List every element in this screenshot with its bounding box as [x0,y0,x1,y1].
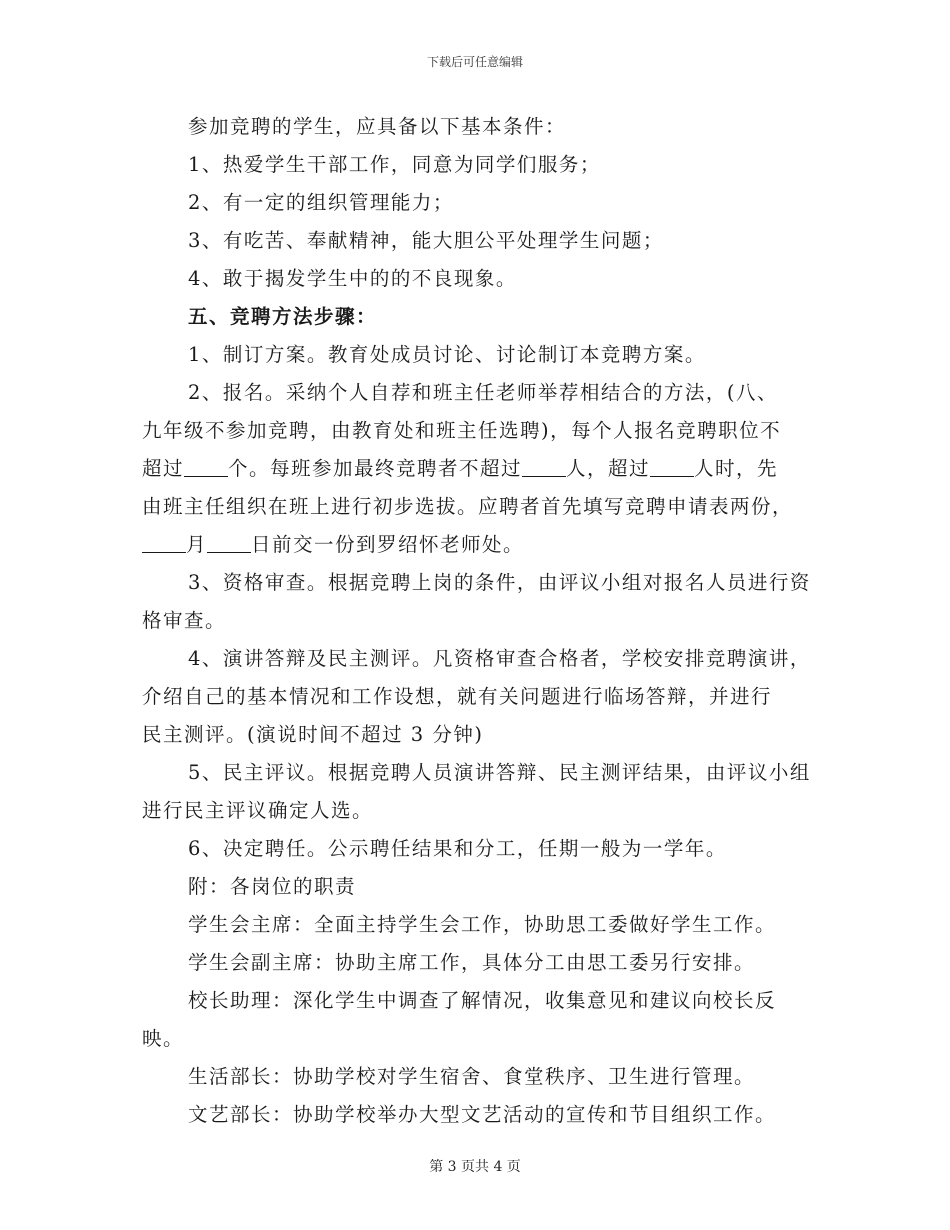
paragraph-condition-4: 4、敢于揭发学生中的的不良现象。 [188,267,517,290]
document-body [142,108,812,1134]
step-2-line-4: 由班主任组织在班上进行初步选拔。应聘者首先填写竞聘申请表两份， [142,495,794,518]
paragraph-step-2 [142,374,812,564]
text-fragment: 人，超过 [566,457,651,480]
paragraph-duty-life-minister: 生活部长：协助学校对学生宿舍、食堂秩序、卫生进行管理。 [188,1065,756,1088]
paragraph-duty-chairman: 学生会主席：全面主持学生会工作，协助思工委做好学生工作。 [188,913,777,936]
paragraph-conditions-intro: 参加竞聘的学生，应具备以下基本条件： [188,115,567,138]
text-fragment: 超过 [142,457,185,480]
paragraph-condition-2: 2、有一定的组织管理能力； [188,191,454,214]
step-2-line-1: 2、报名。采纳个人自荐和班主任老师举荐相结合的方法，(八、 [188,381,779,404]
page-header: 下载后可任意编辑 [426,55,523,69]
step-2-line-5 [142,526,812,564]
step-2-line-2: 九年级不参加竞聘，由教育处和班主任选聘)，每个人报名竞聘职位不 [142,419,782,442]
section-heading-steps: 五、竞聘方法步骤： [188,305,378,328]
paragraph-step-4 [142,640,812,754]
paragraph-duty-vice-chairman: 学生会副主席：协助主席工作，具体分工由思工委另行安排。 [188,951,756,974]
fill-blank [184,458,228,477]
step-2-line-3 [142,450,812,488]
fill-blank [207,534,251,553]
step-4-line-3: 民主测评。(演说时间不超过 3 分钟) [142,723,484,746]
page-footer: 第 3 页共 4 页 [429,1159,521,1175]
paragraph-condition-3: 3、有吃苦、奉献精神，能大胆公平处理学生问题； [188,229,664,252]
fill-blank [522,458,566,477]
paragraph-condition-1: 1、热爱学生干部工作，同意为同学们服务； [188,153,601,176]
text-fragment: 人时，先 [694,457,779,480]
text-fragment: 月 [186,533,208,556]
fill-blank [650,458,694,477]
step-4-line-1: 4、演讲答辩及民主测评。凡资格审查合格者，学校安排竞聘演讲， [188,647,811,670]
text-fragment: 个。每班参加最终竞聘者不超过 [228,457,523,480]
paragraph-step-6: 6、决定聘任。公示聘任结果和分工，任期一般为一学年。 [188,837,727,860]
step-4-line-2: 介绍自己的基本情况和工作设想，就有关问题进行临场答辩，并进行 [142,685,773,708]
paragraph-duty-principal-assistant: 校长助理：深化学生中调查了解情况，收集意见和建议向校长反映。 [142,989,777,1050]
paragraph-duty-arts-minister: 文艺部长：协助学校举办大型文艺活动的宣传和节目组织工作。 [188,1103,777,1126]
paragraph-appendix-title: 附：各岗位的职责 [188,875,357,898]
paragraph-step-3: 3、资格审查。根据竞聘上岗的条件，由评议小组对报名人员进行资格审查。 [142,571,811,632]
paragraph-step-1: 1、制订方案。教育处成员讨论、讨论制订本竞聘方案。 [188,343,706,366]
paragraph-step-5: 5、民主评议。根据竞聘人员演讲答辩、民主测评结果，由评议小组进行民主评议确定人选。 [142,761,811,822]
fill-blank [142,534,186,553]
text-fragment: 日前交一份到罗绍怀老师处。 [251,533,525,556]
